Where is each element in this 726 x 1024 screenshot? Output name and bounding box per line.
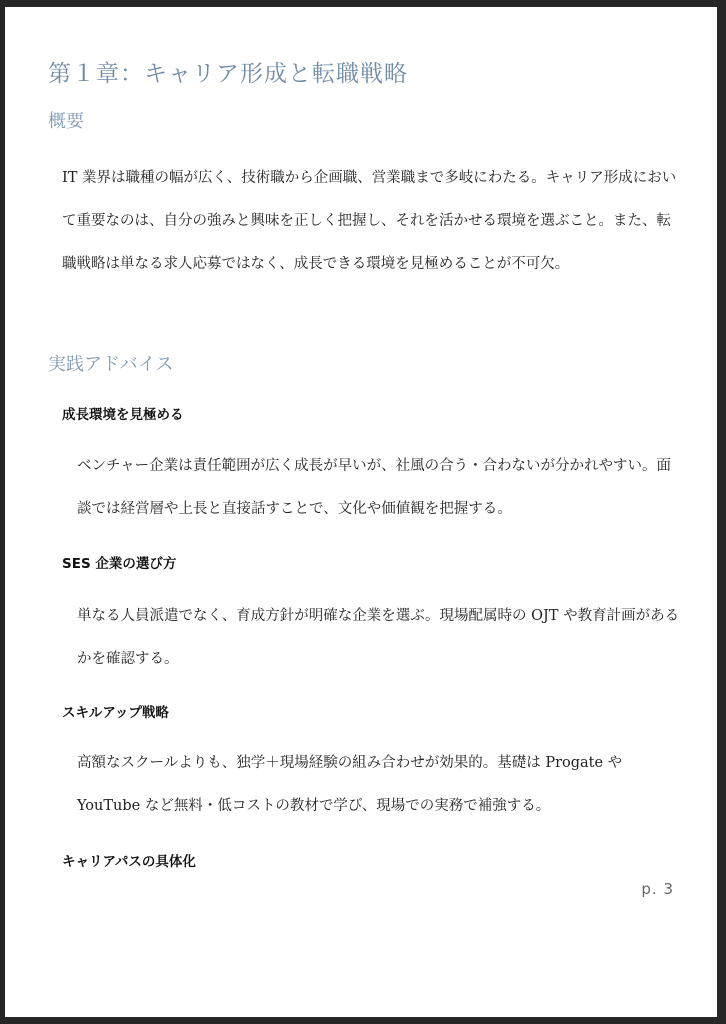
document-page — [5, 7, 717, 1017]
summary-paragraph: IT 業界は職種の幅が広く、技術職から企画職、営業職まで多岐にわたる。キャリア形成において重要なのは、自分の強みと興味を正しく把握し、それを活かせる環境を選ぶこと。また、転職戦略は単なる求人応募ではなく、成長できる環境を見極めることが不可欠。 — [62, 170, 677, 272]
advice-heading: 実践アドバイス — [48, 354, 174, 375]
advice-item-body-growth-environment: ベンチャー企業は責任範囲が広く成長が早いが、社風の合う・合わないが分かれやすい。面談では経営層や上長と直接話すことで、文化や価値観を把握する。 — [77, 458, 672, 517]
summary-heading: 概要 — [48, 111, 84, 132]
advice-item-body-ses-company: 単なる人員派遣でなく、育成方針が明確な企業を選ぶ。現場配属時の OJT や教育計画があるかを確認する。 — [77, 608, 680, 667]
page-number: p. 3 — [641, 880, 674, 898]
advice-item-body-skill-up: 高額なスクールよりも、独学＋現場経験の組み合わせが効果的。基礎は Progate や YouTube など無料・低コストの教材で学び、現場での実務で補強する。 — [77, 755, 623, 814]
advice-item-title-career-path: キャリアパスの具体化 — [62, 854, 196, 870]
advice-item-title-ses-company: SES 企業の選び方 — [62, 556, 177, 572]
advice-item-title-skill-up: スキルアップ戦略 — [62, 705, 169, 721]
chapter-title: 第１章：キャリア形成と転職戦略 — [48, 61, 408, 87]
advice-item-title-growth-environment: 成長環境を見極める — [62, 407, 184, 423]
